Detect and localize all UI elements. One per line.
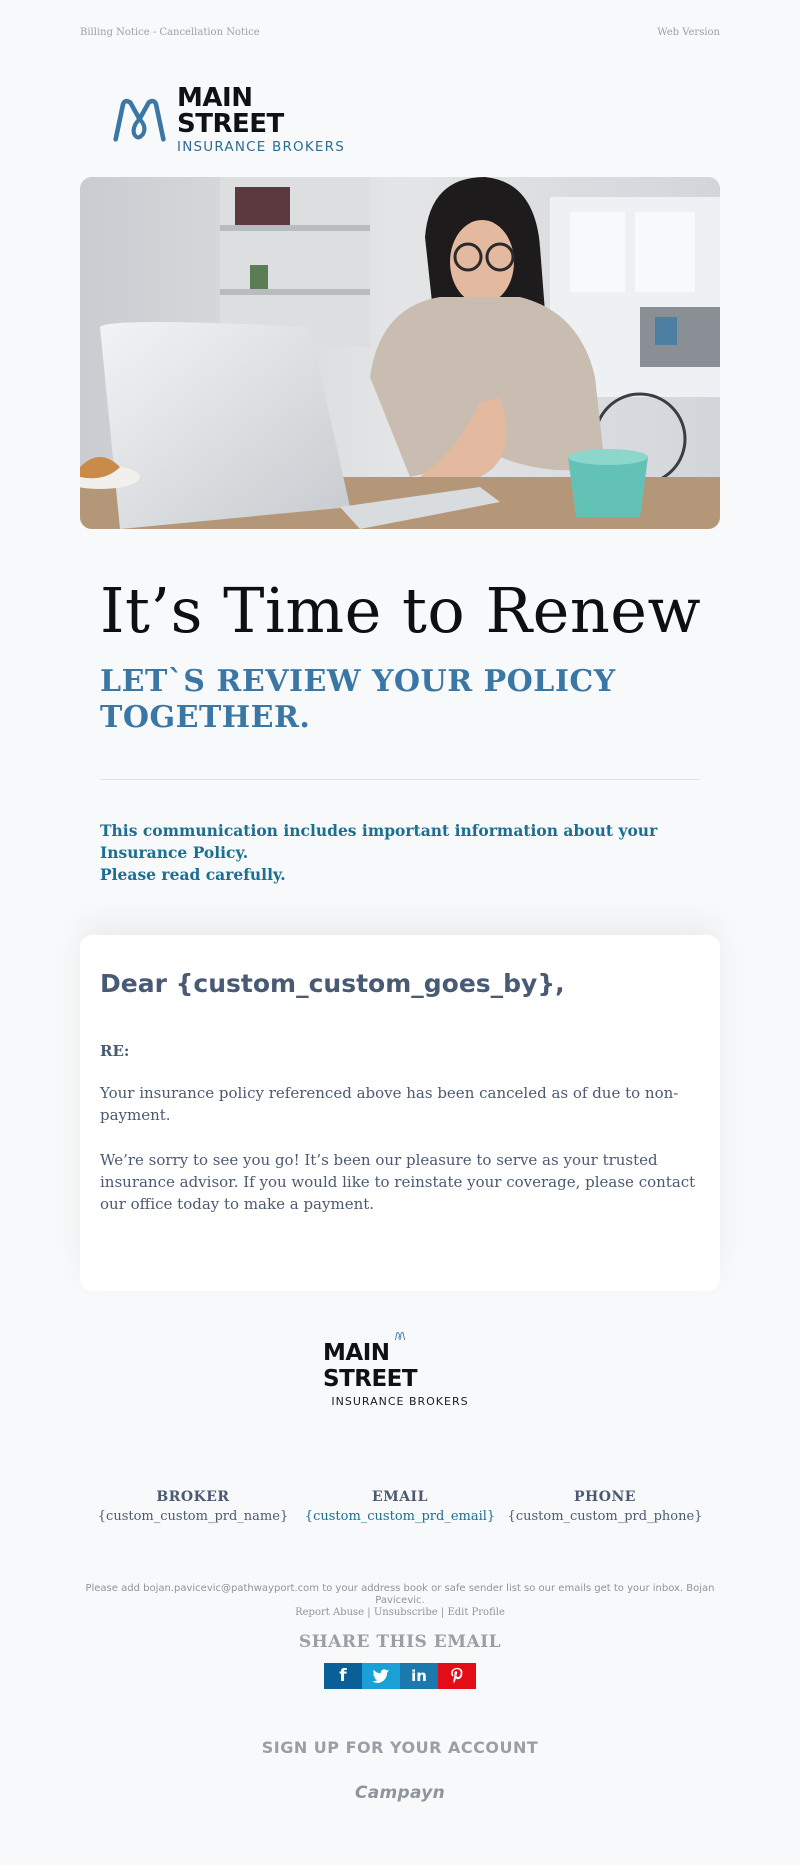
important-notice xyxy=(100,820,700,886)
linkedin-icon[interactable]: in xyxy=(400,1663,438,1689)
hero-image xyxy=(80,177,720,529)
contact-email xyxy=(300,1489,500,1524)
brand-name: MAIN STREET xyxy=(177,83,284,140)
signup-link[interactable]: SIGN UP FOR YOUR ACCOUNT xyxy=(261,1738,539,1757)
footer-safe-sender: Please add bojan.pavicevic@pathwayport.com to your address book or safe sender list so our emails get to your inbox. Bojan Pavicevic. xyxy=(85,1583,715,1606)
facebook-icon[interactable]: f xyxy=(324,1663,362,1689)
contact-label: PHONE xyxy=(574,1489,636,1505)
contact-broker xyxy=(93,1489,293,1524)
letter-paragraph-2: We’re sorry to see you go! It’s been our pleasure to serve as your trusted insurance advisor. If you would like to reinstate your coverage, please contact our office today to make a payment. xyxy=(100,1151,696,1213)
sender-email-link[interactable]: bojan.pavicevic@pathwayport.com xyxy=(143,1583,320,1594)
report-abuse-link[interactable]: Report Abuse xyxy=(295,1607,365,1618)
page-title: It’s Time to Renew xyxy=(100,574,702,647)
web-version-link[interactable]: Web Version xyxy=(657,27,720,38)
greeting: Dear {custom_custom_goes_by}, xyxy=(100,969,565,998)
contact-email-link[interactable]: {custom_custom_prd_email} xyxy=(304,1509,496,1524)
campayn-logo[interactable]: Campayn xyxy=(354,1783,446,1803)
footer-links: Report Abuse | Unsubscribe | Edit Profile xyxy=(295,1607,505,1618)
preheader-text: Billing Notice - Cancellation Notice xyxy=(80,27,260,38)
contact-value: {custom_custom_prd_name} xyxy=(97,1509,289,1524)
letter-paragraph-1: Your insurance policy referenced above has been canceled as of due to non-payment. xyxy=(100,1084,679,1124)
contact-label: BROKER xyxy=(156,1489,230,1505)
pinterest-icon[interactable] xyxy=(438,1663,476,1689)
brand-name: MAIN STREET xyxy=(323,1340,418,1392)
notice-line-1: This communication includes important information about your Insurance Policy. xyxy=(100,821,658,862)
contact-phone xyxy=(505,1489,705,1524)
contact-value: {custom_custom_prd_phone} xyxy=(507,1509,703,1524)
brand-logo-bottom[interactable] xyxy=(323,1332,477,1408)
page-subtitle: LET`S REVIEW YOUR POLICY TOGETHER. xyxy=(100,664,616,735)
edit-profile-link[interactable]: Edit Profile xyxy=(447,1607,505,1618)
share-label: SHARE THIS EMAIL xyxy=(298,1632,502,1652)
re-label: RE: xyxy=(100,1042,130,1060)
brand-tagline: INSURANCE BROKERS xyxy=(177,139,345,156)
unsubscribe-link[interactable]: Unsubscribe xyxy=(373,1607,438,1618)
notice-line-2: Please read carefully. xyxy=(100,865,286,884)
brand-logo-top[interactable] xyxy=(112,83,352,156)
main-street-logo-icon xyxy=(377,1332,423,1340)
brand-tagline: INSURANCE BROKERS xyxy=(331,1395,469,1408)
twitter-icon[interactable] xyxy=(362,1663,400,1689)
contact-label: EMAIL xyxy=(372,1489,428,1505)
main-street-logo-icon xyxy=(112,97,167,143)
divider xyxy=(100,779,700,780)
